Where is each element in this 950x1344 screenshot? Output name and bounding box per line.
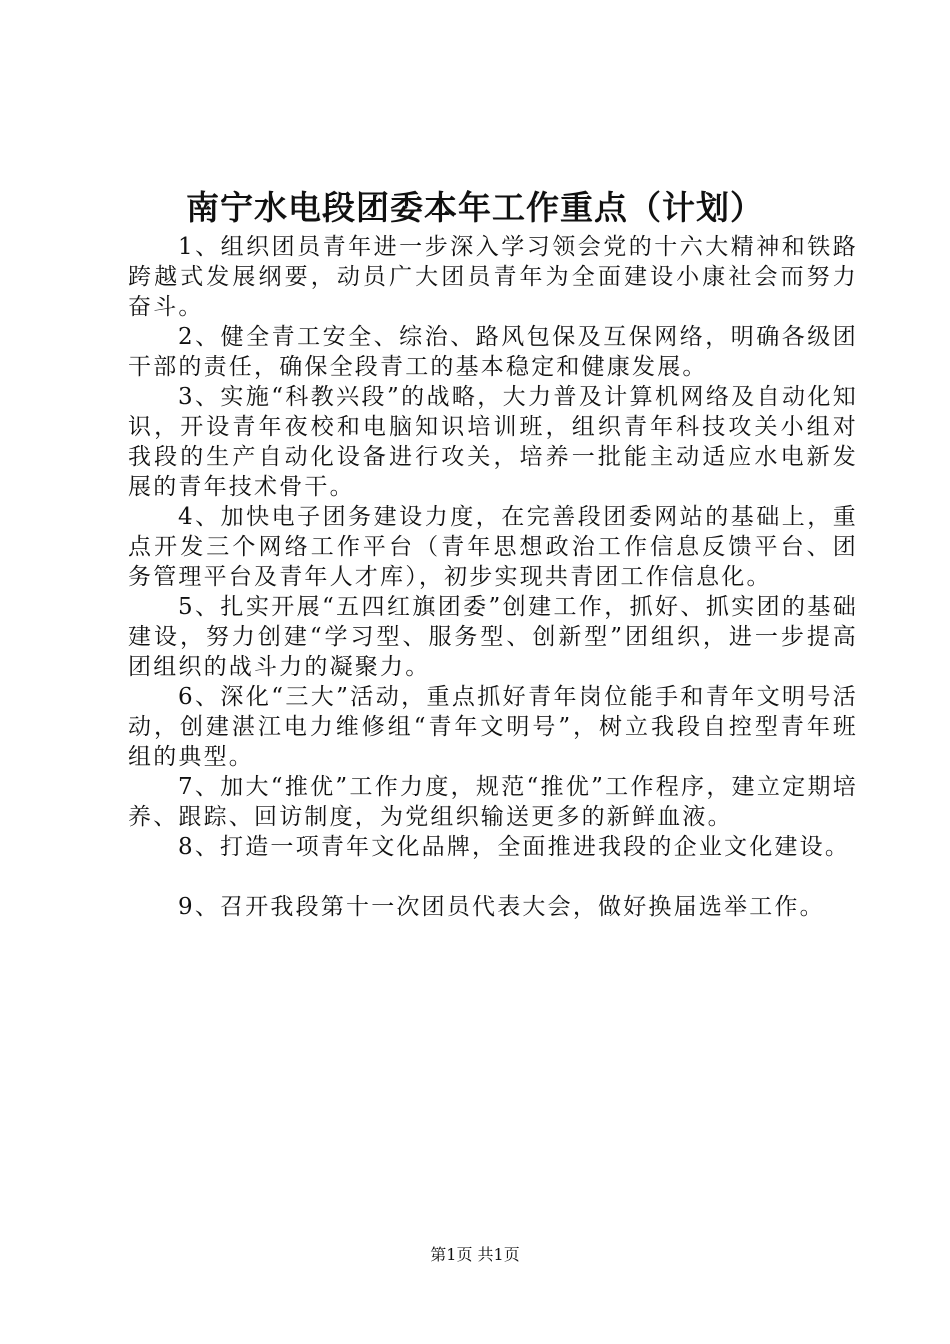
- page-footer: 第1页 共1页: [430, 1245, 520, 1264]
- paragraph-7: 7、加大“推优”工作力度，规范“推优”工作程序，建立定期培养、跟踪、回访制度，为党组织输送更多的新鲜血液。: [128, 774, 858, 830]
- paragraph-8: 8、打造一项青年文化品牌，全面推进我段的企业文化建设。: [178, 834, 851, 860]
- paragraph-2: 2、健全青工安全、综治、路风包保及互保网络，明确各级团干部的责任，确保全段青工的基本稳定和健康发展。: [128, 324, 858, 380]
- paragraph-5: 5、扎实开展“五四红旗团委”创建工作，抓好、抓实团的基础建设，努力创建“学习型、服务型、创新型”团组织，进一步提高团组织的战斗力的凝聚力。: [128, 594, 858, 680]
- document-body: [128, 232, 858, 922]
- document-title: 南宁水电段团委本年工作重点（计划）: [186, 188, 764, 227]
- paragraph-6: 6、深化“三大”活动，重点抓好青年岗位能手和青年文明号活动，创建湛江电力维修组“青年文明号”，树立我段自控型青年班组的典型。: [128, 684, 858, 770]
- paragraph-1: 1、组织团员青年进一步深入学习领会党的十六大精神和铁路跨越式发展纲要，动员广大团员青年为全面建设小康社会而努力奋斗。: [128, 234, 858, 320]
- paragraph-9: 9、召开我段第十一次团员代表大会，做好换届选举工作。: [178, 894, 825, 920]
- paragraph-3: 3、实施“科教兴段”的战略，大力普及计算机网络及自动化知识，开设青年夜校和电脑知识培训班，组织青年科技攻关小组对我段的生产自动化设备进行攻关，培养一批能主动适应水电新发展的青年技术骨干。: [128, 384, 858, 500]
- paragraph-4: 4、加快电子团务建设力度，在完善段团委网站的基础上，重点开发三个网络工作平台（青年思想政治工作信息反馈平台、团务管理平台及青年人才库），初步实现共青团工作信息化。: [128, 504, 858, 590]
